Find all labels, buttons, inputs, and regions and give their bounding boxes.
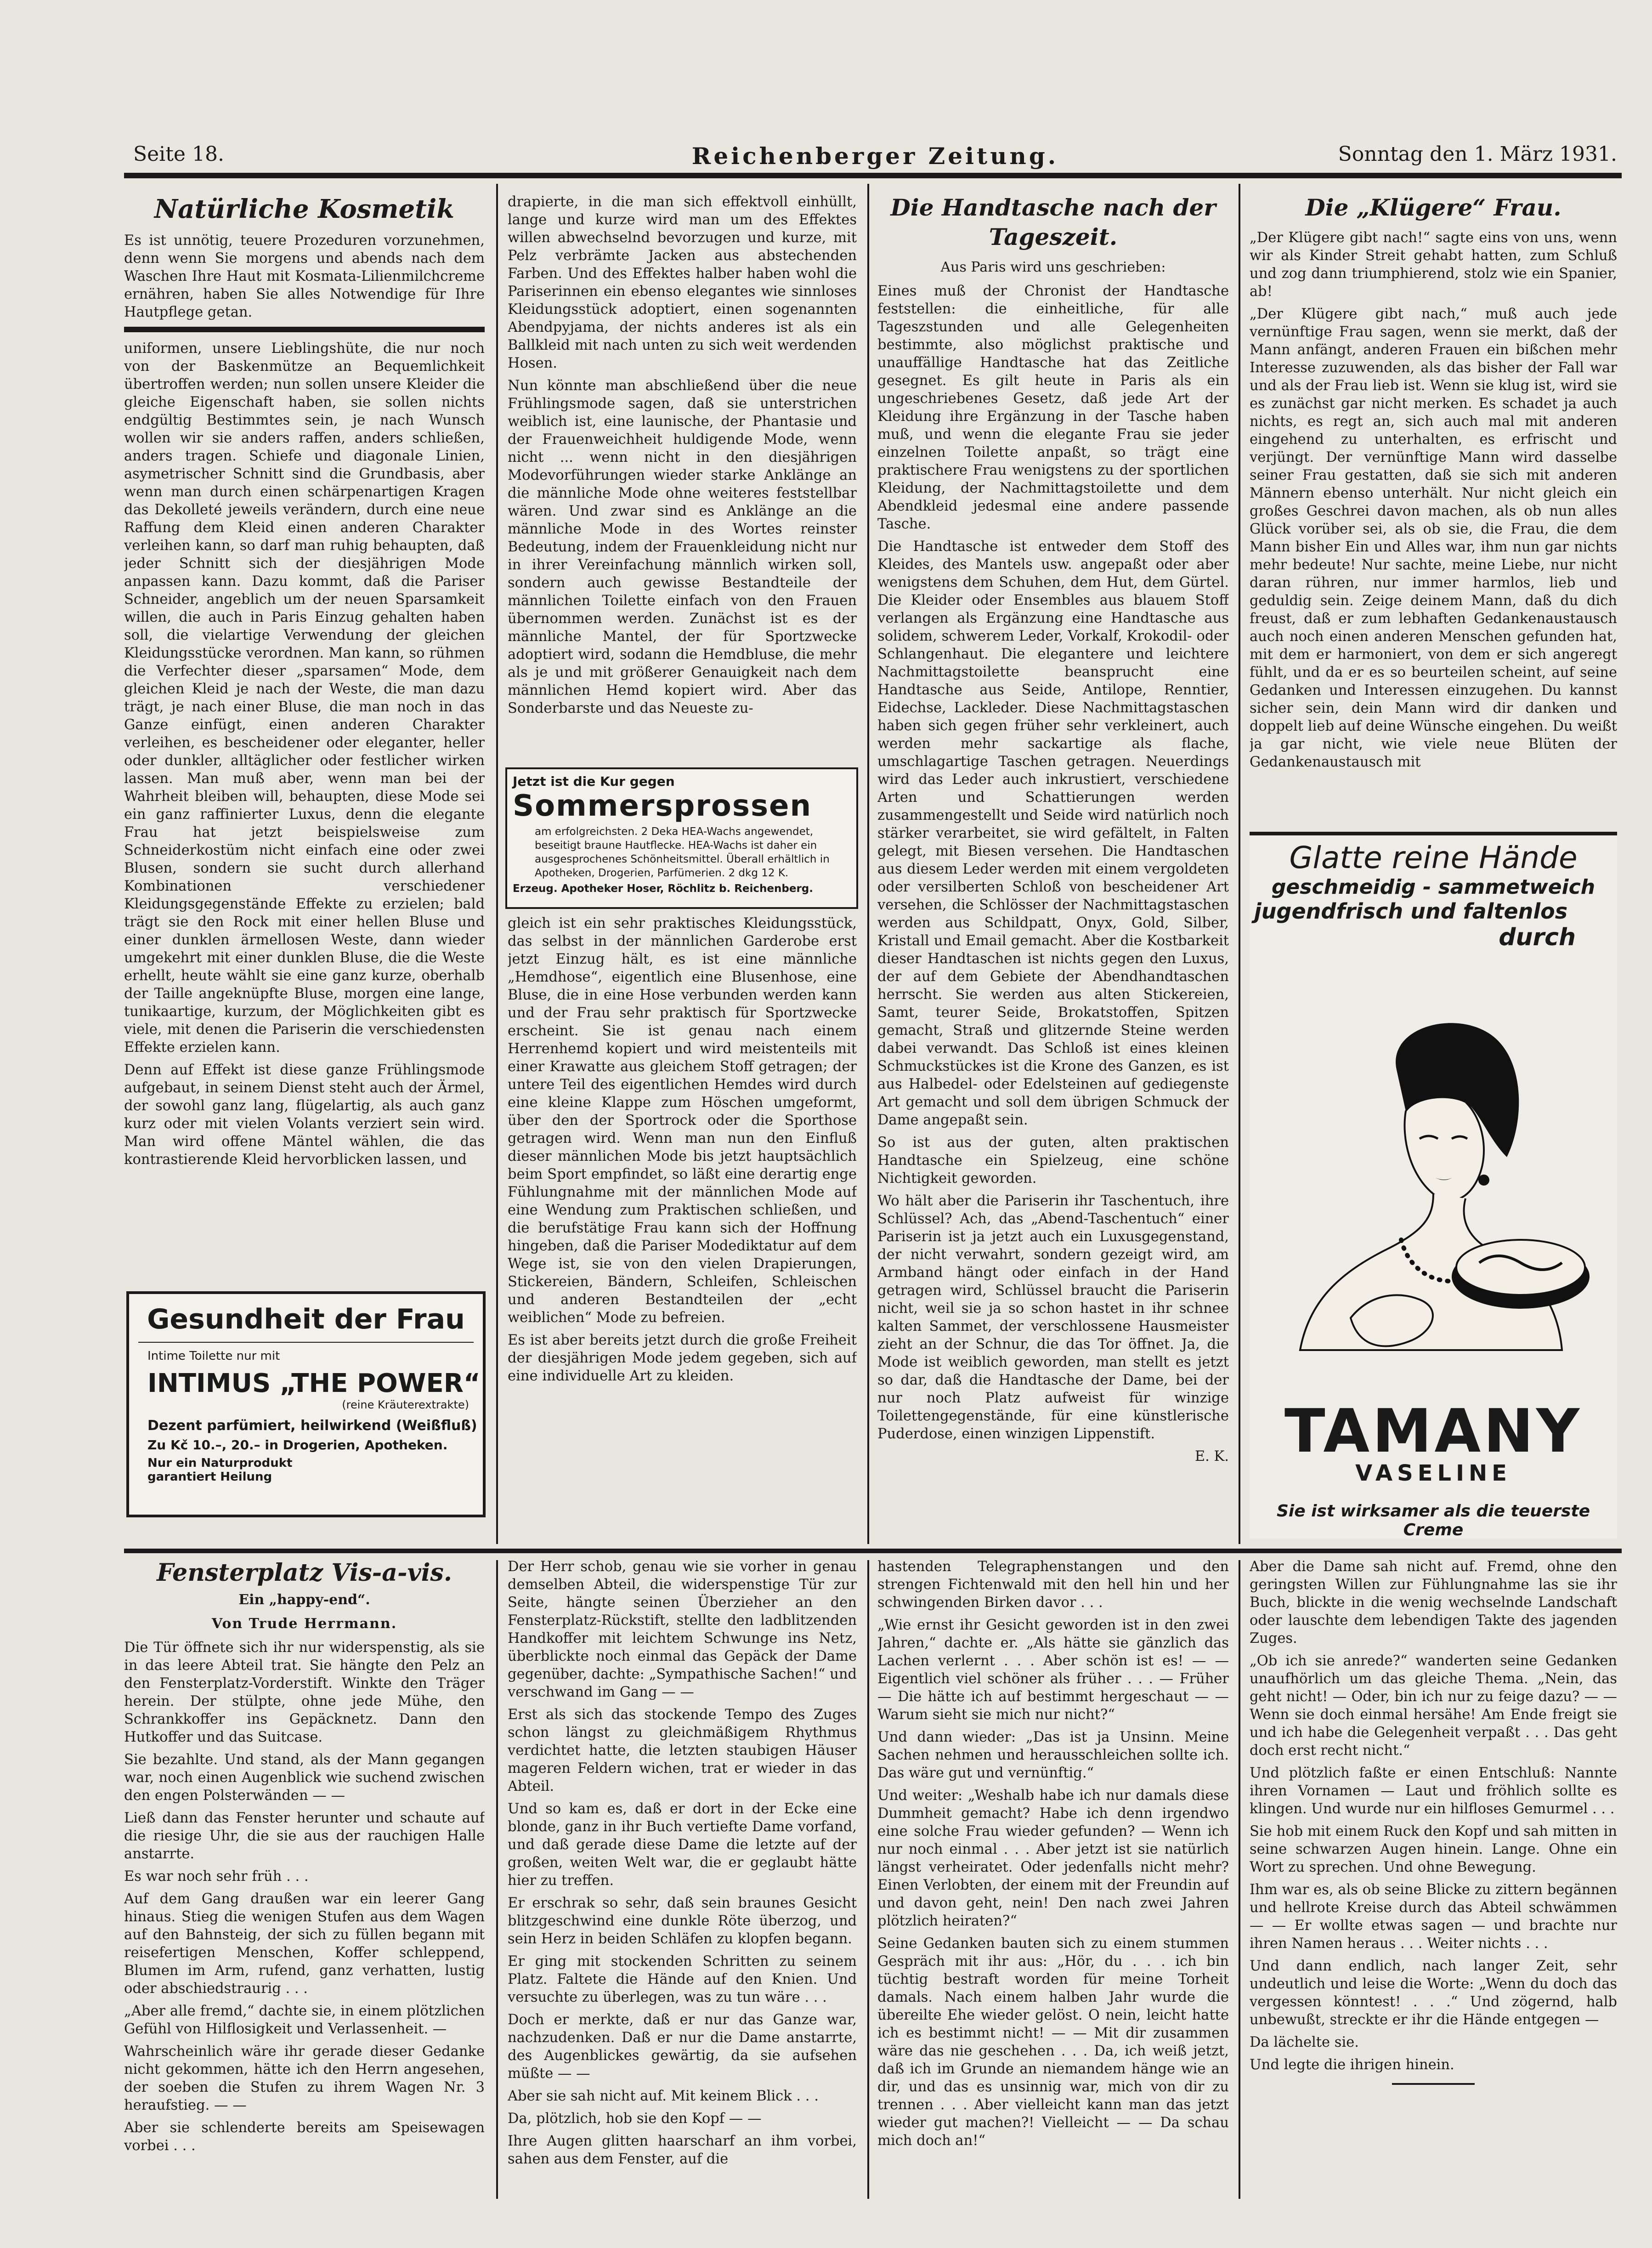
ad-headline: jugendfrisch und faltenlos — [1254, 899, 1568, 924]
rule — [124, 327, 485, 332]
page-number: Seite 18. — [133, 142, 224, 166]
author-sign: E. K. — [1194, 1448, 1229, 1465]
paragraph: Da, plötzlich, hob sie den Kopf — — — [508, 2111, 762, 2127]
ad-brand: TAMANY — [1284, 1396, 1583, 1466]
ad-body: am erfolgreichsten. 2 Deka HEA-Wachs angewendet, beseitigt braune Hautflecke. HEA-Wachs ist daher ein ausgesprochenes Schönheitsmittel. Überall erhältlich in Apotheken, Drogerien, Parfümerien. 2 dkg 12 K. — [535, 826, 830, 879]
story-title: Fensterplatz Vis-a-vis. — [157, 1559, 452, 1587]
rule — [138, 1342, 474, 1343]
story-fensterplatz-col4 — [1250, 1558, 1617, 2201]
ad-headline: durch — [1499, 924, 1576, 951]
paragraph: Doch er merkte, daß er nur das Ganze war, nachzudenken. Daß er nur die Dame anstarrte, des Augenblickes gewärtig, da sie aufsehen müßte — — — [508, 2012, 857, 2082]
ad-intimus — [126, 1291, 486, 1517]
column-separator — [1239, 184, 1240, 1544]
header-rule — [124, 173, 1622, 178]
article-handtasche — [877, 193, 1229, 1530]
ad-headline: Glatte reine Hände — [1289, 840, 1578, 875]
article-fashion-continued — [508, 193, 857, 763]
column-separator — [1239, 1560, 1240, 2199]
paragraph: Ihre Augen glitten haarscharf an ihm vorbei, sahen aus dem Fenster, auf die — [508, 2133, 857, 2167]
ad-brand: INTIMUS „THE POWER“ — [147, 1368, 481, 1398]
paragraph: Wahrscheinlich wäre ihr gerade dieser Gedanke nicht gekommen, hätte ich den Herrn angesehen, der soeben die Stufen zu ihrem Wagen Nr. 3 heraufstieg. — — — [124, 2044, 485, 2113]
paragraph: drapierte, in die man sich effektvoll einhüllt, lange und kurze wird man um des Effektes willen abwechselnd bevorzugen und kurze, mit Pelz verbrämte Jacken aus abstechenden Farben. Und des Effektes halber haben wohl die Pariserinnen ein ebenso elegantes wie sinnloses Kleidungsstück adoptiert, einen sogenannten Abendpyjama, der nichts anderes ist als ein Ballkleid mit nach unten zu sich weit werdenden Hosen. — [508, 194, 857, 371]
story-author: Von Trude Herrmann. — [211, 1616, 397, 1632]
running-head — [133, 138, 1617, 175]
column-separator — [867, 1560, 869, 2199]
ad-line: (reine Kräuterextrakte) — [342, 1398, 469, 1411]
article-title: Natürliche Kosmetik — [154, 194, 455, 224]
paragraph: Und plötzlich faßte er einen Entschluß: Nannte ihren Vornamen — Laut und fröhlich sollte es klingen. Und wurde nur ein hilfloses Gemurmel . . . — [1250, 1765, 1617, 1817]
column-separator — [867, 184, 869, 1544]
ad-line: Nur ein Naturprodukt garantiert Heilung — [147, 1456, 293, 1484]
paragraph: Erst als sich das stockende Tempo des Zuges schon längst zu gleichmäßigem Rhythmus verdichtet hatte, die letzten staubigen Häuser mageren Feldern wichen, trat er wieder in das Abteil. — [508, 1707, 857, 1794]
paragraph: Der Herr schob, genau wie sie vorher in genau demselben Abteil, die widerspenstige Tür zur Seite, hängte seinen Überzieher an den Fensterplatz-Rückstift, stellte den ladblitzenden Handkoffer mit leichtem Schwunge ins Netz, überblickte noch einmal das Gepäck der Dame gegenüber, dachte: „Sympathische Sachen!“ und verschwand im Gang — — — [508, 1559, 857, 1700]
article-title: Die „Klügere“ Frau. — [1305, 194, 1561, 221]
paragraph: Es war noch sehr früh . . . — [124, 1868, 309, 1885]
ad-title: Sommersprossen — [513, 789, 812, 823]
article-dateline: Aus Paris wird uns geschrieben: — [940, 259, 1166, 275]
end-rule — [1392, 2083, 1475, 2085]
paragraph: Und so kam es, daß er dort in der Ecke eine blonde, ganz in ihr Buch vertiefte Dame vorfand, und daß gerade diese Dame die letzte auf der großen, weiten Welt war, die er geglaubt hätte hier zu treffen. — [508, 1801, 857, 1889]
paragraph: „Ob ich sie anrede?“ wanderten seine Gedanken unaufhörlich um das gleiche Thema. „Nein, das geht nicht! — Oder, bin ich nur zu feige dazu? — — Wenn sie doch einmal hersähe! Am Ende freigt sie und ich habe die Gelegenheit verpaßt . . . Das geht doch erst recht nicht.“ — [1250, 1653, 1617, 1759]
paragraph: Und dann endlich, nach langer Zeit, sehr undeutlich und leise die Worte: „Wenn du doch das vergessen könntest! . . .“ Und zögernd, halb unbewußt, streckte er ihr die Hände entgegen — — [1250, 1958, 1617, 2028]
ad-line: Dezent parfümiert, heilwirkend (Weißfluß) — [147, 1418, 477, 1434]
paragraph: Er ging mit stockenden Schritten zu seinem Platz. Faltete die Hände auf den Knien. Und versuchte zu überlegen, was zu tun wäre . . . — [508, 1953, 857, 2005]
paragraph: Seine Gedanken bauten sich zu einem stummen Gespräch mit ihr aus: „Hör, du . . . ich bin tüchtig bestraft worden für meine Torheit damals. Nach einem halben Jahr wurde die übereilte Ehe wieder gelöst. O nein, leicht hatte ich es bestimmt nicht! — — Mit dir zusammen wäre das nie geschehen . . . Da, ich weiß jetzt, daß ich im Grunde an niemandem hänge wie an dir, und das es unsinnig war, mich von dir zu trennen . . . Aber vielleicht kann man das jetzt wieder gut machen?! Vielleicht — — Da schau mich doch an!“ — [877, 1936, 1229, 2149]
ad-headline: geschmeidig - sammetweich — [1271, 875, 1595, 899]
paragraph: „Aber alle fremd,“ dachte sie, in einem plötzlichen Gefühl von Hilflosigkeit und Verlassenheit. — — [124, 2003, 485, 2037]
ad-line: Zu Kč 10.–, 20.– in Drogerien, Apotheken. — [147, 1437, 448, 1453]
paragraph: Aber sie sah nicht auf. Mit keinem Blick . . . — [508, 2088, 819, 2104]
paragraph: „Der Klügere gibt nach!“ sagte eins von uns, wenn wir als Kinder Streit gehabt hatten, zum Schluß und zog dann triumphierend, stolz wie ein Spanier, ab! — [1250, 230, 1617, 300]
column-separator — [496, 184, 498, 1544]
paragraph: Die Handtasche ist entweder dem Stoff des Kleides, des Mantels usw. angepaßt oder aber wenigstens dem Schuhen, dem Hut, dem Gürtel. Die Kleider oder Ensembles aus blauem Stoff verlangen als Ergänzung eine Handtasche aus solidem, schwerem Leder, Vorkalf, Krokodil- oder Schlangenhaut. Die elegantere und leichtere Nachmittagstoilette beansprucht eine Handtasche aus Seide, Antilope, Renntier, Eidechse, Lackleder. Diese Nachmittagstaschen haben sich gegen früher sehr verkleinert, auch werden mehr sackartige als flache, umschlagartige Taschen getragen. Neuerdings wird das Leder auch inkrustiert, verschiedene Arten und Schattierungen werden zusammengestellt und Seide wird natürlich noch stärker verarbeitet, sie wird gefältelt, in Falten gelegt, mit Biesen versehen. Die Handtaschen aus diesem Leder werden mit einem vergoldeten oder versilberten Schloß von bescheidener Art versehen, die Schlösser der Nachmittagstaschen werden aus Schildpatt, Onyx, Gold, Silber, Kristall und Email gemacht. Aber die Kostbarkeit dieser Handtaschen ist nichts gegen den Luxus, der auf dem Gebiete der Abendhandtaschen herrscht. Sie werden aus alten Stickereien, Samt, teurer Seide, Brokatstoffen, Spitzen gemacht, Straß und glitzernde Steine werden dabei verwandt. Das Schloß ist eines kleinen Schmuckstückes ist die Krone des Ganzen, es ist aus Halbedel- oder Edelsteinen auf gediegenste Art gemacht und soll dem übrigen Schmuck der Dame angepaßt sein. — [877, 539, 1229, 1128]
woman-illustration — [1250, 1001, 1617, 1391]
paragraph: Aber sie schlenderte bereits am Speisewagen vorbei . . . — [124, 2120, 485, 2154]
column-separator — [496, 1560, 498, 2199]
newspaper-title: Reichenberger Zeitung. — [691, 142, 1059, 170]
ad-line: Jetzt ist die Kur gegen — [513, 774, 675, 789]
ad-product: VASELINE — [1355, 1460, 1511, 1486]
ad-slogan: Sie ist wirksamer als die teuerste Creme — [1276, 1502, 1590, 1539]
issue-date: Sonntag den 1. März 1931. — [1338, 142, 1617, 166]
section-rule — [124, 1549, 1622, 1553]
article-natuerliche-kosmetik — [124, 193, 485, 1282]
story-fensterplatz-col2 — [508, 1558, 857, 2201]
paragraph: Da lächelte sie. — [1250, 2034, 1359, 2050]
paragraph: Sie hob mit einem Ruck den Kopf und sah mitten in seine schwarzen Augen hinein. Lange. Ohne ein Wort zu sprechen. Und ohne Bewegung. — [1250, 1823, 1617, 1875]
story-fensterplatz-col1 — [124, 1558, 485, 2201]
paragraph: So ist aus der guten, alten praktischen Handtasche ein Spielzeug, eine schöne Nichtigkeit geworden. — [877, 1135, 1229, 1186]
ad-title: Gesundheit der Frau — [147, 1303, 465, 1335]
paragraph: „Wie ernst ihr Gesicht geworden ist in den zwei Jahren,“ dachte er. „Als hätte sie gänzlich das Lachen verlernt . . . Aber schön ist es! — — Eigentlich viel schöner als früher . . . — Früher — Die hätte ich auf bestimmt hergeschaut — — Warum sieht sie mich nur nicht?“ — [877, 1617, 1229, 1723]
paragraph: Aber die Dame sah nicht auf. Fremd, ohne den geringsten Willen zur Fühlungnahme las sie ihr Buch, blickte in die wenig wechselnde Landschaft oder lauschte dem lebendigen Takte des jagenden Zuges. — [1250, 1559, 1617, 1646]
article-fashion-end — [508, 914, 857, 1526]
ad-footer: Erzeug. Apotheker Hoser, Röchlitz b. Reichenberg. — [513, 883, 813, 895]
paragraph: Eines muß der Chronist der Handtasche feststellen: die einheitliche, für alle Tageszstunden und alle Gelegenheiten bestimmte, also möglichst praktische und unauffällige Handtasche hat das Zeitliche gesegnet. Es gilt heute in Paris als ein ungeschriebenes Gesetz, daß jede Art der Kleidung ihre Ergänzung in der Tasche haben muß, und wenn die elegante Frau sie jeder einzelnen Toilette anpaßt, so trägt eine praktischere Frau wenigstens zu der sportlichen Kleidung, der Nachmittagstoilette und dem Abendkleid jedesmal eine andere passende Tasche. — [877, 283, 1229, 532]
paragraph: Nun könnte man abschließend über die neue Frühlingsmode sagen, daß sie unterstrichen weiblich ist, eine launische, der Phantasie und der Frauenweichheit huldigende Mode, wenn nicht ... wenn nicht in den diesjährigen Modevorführungen wieder starke Anklänge an die männliche Mode ohne weiteres feststellbar wären. Und zwar sind es Anklänge an die männliche Mode in des Wortes reinster Bedeutung, indem der Frauenkleidung nicht nur in ihrer Vereinfachung männlich wirken soll, sondern auch gewisse Bestandteile der männlichen Toilette einfach von den Frauen übernommen werden. Zunächst ist es der männliche Mantel, der für Sportzwecke adoptiert wird, sodann die Hemdbluse, die mehr als je und mit größerer Genauigkeit nach dem männlichen Hemd kopiert wird. Aber das Sonderbarste und das Neueste zu- — [508, 378, 857, 716]
paragraph: Denn auf Effekt ist diese ganze Frühlingsmode aufgebaut, in seinem Dienst steht auch der Ärmel, der sowohl ganz lang, flügelartig, als auch ganz kurz oder mit vielen Volants verziert sein wird. Man wird offene Mäntel wählen, die das kontrastierende Kleid hervorblicken lassen, und — [124, 1062, 485, 1168]
ad-hea-wachs — [505, 767, 858, 909]
article-intro: Es ist unnötig, teuere Prozeduren vorzunehmen, denn wenn Sie morgens und abends nach dem Waschen Ihre Haut mit Kosmata-Lilienmilchcreme ernähren, haben Sie alles Notwendige für Ihre Hautpflege getan. — [124, 233, 485, 320]
paragraph: Sie bezahlte. Und stand, als der Mann gegangen war, noch einen Augenblick wie suchend zwischen den engen Polsterwänden — — — [124, 1752, 485, 1804]
paragraph: Auf dem Gang draußen war ein leerer Gang hinaus. Stieg die wenigen Stufen aus dem Wagen auf den Bahnsteig, der sich zu füllen begann mit reisefertigen Menschen, Koffer schleppend, Blumen im Arm, rufend, ganz verhatten, lustig oder abschiedstraurig . . . — [124, 1891, 485, 1997]
article-title: Die Handtasche nach der Tageszeit. — [890, 194, 1216, 250]
paragraph: Es ist aber bereits jetzt durch die große Freiheit der diesjährigen Mode jedem gegeben, sich auf eine individuelle Art zu kleiden. — [508, 1332, 857, 1384]
story-subtitle: Ein „happy-end“. — [238, 1592, 370, 1608]
paragraph: Und weiter: „Weshalb habe ich nur damals diese Dummheit gemacht? Habe ich denn irgendwo eine solche Frau wieder gefunden? — Wenn ich nur noch einmal . . . Aber jetzt ist sie natürlich längst verheiratet. Oder jedenfalls nicht mehr? Einen Verlobten, der einem mit der Freundin auf und davon geht, nein! Den nach zwei Jahren plötzlich heiraten?“ — [877, 1788, 1229, 1929]
paragraph: Und dann wieder: „Das ist ja Unsinn. Meine Sachen nehmen und herausschleichen sollte ich. Das wäre gut und vernünftig.“ — [877, 1729, 1229, 1781]
paragraph: uniformen, unsere Lieblingshüte, die nur noch von der Baskenmütze an Bequemlichkeit übertroffen werden; nun sollen unsere Kleider die gleiche Eigenschaft haben, sie sollen nichts endgültig Bestimmtes sein, je nach Wunsch wollen wir sie anders raffen, anders schließen, anders tragen. Schiefe und diagonale Linien, asymetrischer Schnitt sind die Grundbasis, aber wenn man durch einen schärpenartigen Kragen das Dekolleté jeweils verändern, durch eine neue Raffung dem Kleid einen anderen Charakter verleihen kann, so darf man ruhig behaupten, daß jeder Schnitt sich der diesjährigen Mode anpassen kann. Dazu kommt, daß die Pariser Schneider, angeblich um der neuen Sparsamkeit willen, die auch in Paris Einzug gehalten haben soll, die vielartige Verwendung der gleichen Kleidungsstücke verordnen. Man kann, so rühmen die Verfechter dieser „sparsamen“ Mode, dem gleichen Kleid je nach der Weste, die man dazu trägt, je nach einer Bluse, die man noch in das Ganze einfügt, einen anderen Charakter verleihen, es bescheidener oder eleganter, heller oder dunkler, alltäglicher oder festlicher wirken lassen. Man muß aber, wenn man bei der Wahrheit bleiben will, behaupten, diese Mode sei ein ganz raffinierter Luxus, denn die elegante Frau hat jetzt beispielsweise zum Schneiderkostüm nicht einfach eine oder zwei Blusen, sondern sie sucht durch allerhand Kombinationen verschiedener Kleidungsgegenstände Effekte zu erzielen; bald trägt sie den Rock mit einer hellen Bluse und einer dunklen ärmellosen Weste, dann wieder umgekehrt mit einer dunklen Bluse, die die Weste erhellt, heute wählt sie eine ganz kurze, oberhalb der Taille angeknüpfte Bluse, morgen eine lange, tunikaartige, kurzum, der Möglichkeiten gibt es viele, mit denen die Pariserin die verschiedensten Effekte erzielen kann. — [124, 341, 485, 1056]
paragraph: Ihm war es, als ob seine Blicke zu zittern begännen und hellrote Kreise durch das Abteil schwämmen — — Er wollte etwas sagen — und brachte nur ihren Namen heraus . . . Weiter nichts . . . — [1250, 1882, 1617, 1952]
ad-line: Intime Toilette nur mit — [147, 1349, 280, 1363]
paragraph: „Der Klügere gibt nach,“ muß auch jede vernünftige Frau sagen, wenn sie merkt, daß der Mann anfängt, anderen Frauen ein bißchen mehr Interesse zuzuwenden, als das bisher der Fall war und als der Frau lieb ist. Wenn sie klug ist, wird sie es zunächst gar nicht merken. Es schadet ja auch nichts, es regt an, sich auch mal mit anderen eingehend zu unterhalten, es erfrischt und verjüngt. Der vernünftige Mann wird dasselbe seiner Frau gestatten, daß sie sich mit anderen Männern ebenso unterhält. Nur nicht gleich ein großes Geschrei davon machen, als ob nun alles Glück vorüber sei, als ob sie, die Frau, die dem Mann bisher Ein und Alles war, ihm nun gar nichts mehr bedeute! Nur sachte, meine Liebe, nur nicht daran rühren, nur immer harmlos, lieb und geduldig sein. Zeige deinem Mann, daß du dich freust, daß er zum lebhaften Gedankenaustausch auch noch einen anderen Menschen gefunden hat, mit dem er harmoniert, von dem er sich angeregt fühlt, und da er es so beurteilen scheint, auf seine Gedanken und Interessen einzugehen. Du kannst sicher sein, dein Mann wird dir danken und doppelt lieb auf deine Wünsche eingehen. Du weißt ja gar nicht, wie viele neue Blüten der Gedankenaustausch mit — [1250, 306, 1617, 770]
paragraph: Ließ dann das Fenster herunter und schaute auf die riesige Uhr, die sie aus der rauchigen Halle anstarrte. — [124, 1810, 485, 1862]
paragraph: Die Tür öffnete sich ihr nur widerspenstig, als sie in das leere Abteil trat. Sie hängte den Pelz an den Fensterplatz-Vorderstift. Winkte den Träger herein. Der stülpte, ohne jede Mühe, den Schrankkoffer ins Gepäcknetz. Dann den Hutkoffer und das Suitcase. — [124, 1640, 485, 1745]
paragraph: Wo hält aber die Pariserin ihr Taschentuch, ihre Schlüssel? Ach, das „Abend-Taschentuch“ einer Pariserin ist ja jetzt auch ein Luxusgegenstand, der nicht verwahrt, sondern gezeigt wird, am Armband hängt oder einfach in der Hand getragen wird, Schlüssel braucht die Pariserin nicht, weil sie ja so schon hastet in ihr schnee kalten Sammet, der verschlossene Hausmeister zieht an der Schnur, die das Tor öffnet. Ja, die Mode ist weiblich geworden, man stellt es jetzt so dar, daß die Handtasche der Dame, bei der nur noch Platz aufweist für winzige Toilettengegenstände, für eine künstlerische Puderdose, einen winzigen Lippenstift. — [877, 1193, 1229, 1442]
paragraph: Und legte die ihrigen hinein. — [1250, 2057, 1454, 2073]
paragraph: Er erschrak so sehr, daß sein braunes Gesicht blitzgeschwind eine dunkle Röte überzog, und sein Herz in beiden Schläfen zu klopfen begann. — [508, 1895, 857, 1947]
ad-tamany — [1250, 832, 1617, 1538]
article-kluegere-frau — [1250, 193, 1617, 827]
paragraph: gleich ist ein sehr praktisches Kleidungsstück, das selbst in der männlichen Garderobe erst jetzt Einzug hält, es ist eine männliche „Hemdhose“, eigentlich eine Blusenhose, eine Bluse, die in eine Hose verbunden werden kann und der Frau sehr praktisch für Sportzwecke erscheint. Sie ist genau nach einem Herrenhemd kopiert und wird meistenteils mit einer Krawatte aus gleichem Stoff getragen; der untere Teil des eigentlichen Hemdes wird durch eine kleine Klappe zum Höschen umgeformt, über den der Sportrock oder die Sporthose getragen wird. Wenn man nun den Einfluß dieser männlichen Mode bis jetzt hauptsächlich beim Sport empfindet, so läßt eine derartig enge Fühlungnahme mit der männlichen Mode auf eine Wendung zum Praktischen schließen, und die berufstätige Frau kann sich der Hoffnung hingeben, daß die Pariser Modediktatur auf dem Wege ist, sie von den vielen Drapierungen, Stickereien, Bändern, Schleifen, Schleischen und anderen Bestandteilen der „echt weiblichen“ Mode zu befreien. — [508, 915, 857, 1326]
story-fensterplatz-col3 — [877, 1558, 1229, 2201]
paragraph: hastenden Telegraphenstangen und den strengen Fichtenwald mit den hell hin und her schwingenden Birken davor . . . — [877, 1559, 1229, 1611]
